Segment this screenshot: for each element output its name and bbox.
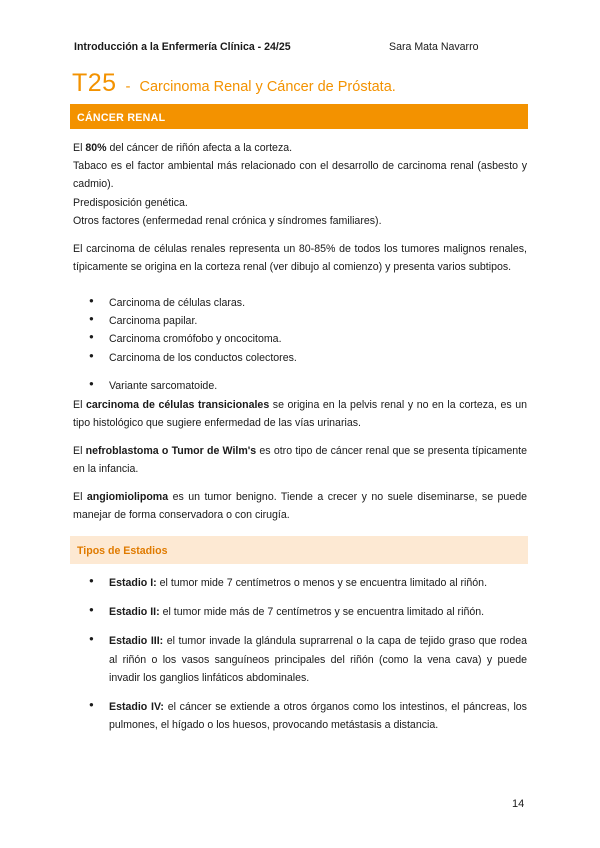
list-item: ● Estadio IV: el cáncer se extiende a otros órganos como los intestinos, el páncreas, los pulmones, el hígado o los huesos, provocando metástasis a distancia. (73, 698, 527, 734)
carcinoma-paragraph: El carcinoma de células renales representa un 80-85% de todos los tumores malignos renales, típicamente se origina en la corteza renal (ver dibujo al comienzo) y presenta varios subtipos. (73, 243, 527, 274)
wilms-paragraph: El nefroblastoma o Tumor de Wilm's es otro tipo de cáncer renal que se presenta típicamente en la infancia. (73, 445, 527, 476)
intro-line: El 80% del cáncer de riñón afecta a la corteza. (73, 142, 293, 154)
section-heading-cancer-renal: CÁNCER RENAL (70, 104, 528, 129)
stages-list (73, 574, 527, 746)
author-name: Sara Mata Navarro (389, 41, 479, 53)
intro-line: Otros factores (enfermedad renal crónica y síndromes familiares). (73, 214, 382, 227)
list-item: ● Carcinoma de células claras. (73, 294, 527, 312)
list-item: ● Variante sarcomatoide. (73, 377, 527, 395)
chapter-dash: - (125, 78, 131, 95)
page-number: 14 (512, 798, 525, 810)
page-header (74, 38, 526, 54)
course-title: Introducción a la Enfermería Clínica - 24/25 (74, 41, 291, 53)
subheading-tipos-de-estadios: Tipos de Estadios (70, 536, 528, 564)
list-item: ● Carcinoma cromófobo y oncocitoma. (73, 330, 527, 348)
list-item: ● Carcinoma papilar. (73, 312, 527, 330)
intro-line: Predisposición genética. (73, 196, 188, 209)
variant-list (73, 377, 527, 395)
intro-paragraph (73, 139, 527, 230)
list-item: ● Estadio II: el tumor mide más de 7 centímetros y se encuentra limitado al riñón. (73, 603, 527, 621)
list-item: ● Carcinoma de los conductos colectores. (73, 349, 527, 367)
list-item: ● Estadio III: el tumor invade la glándula suprarrenal o la capa de tejido graso que rodea al riñón o los vasos sanguíneos principales del riñón (como la vena cava) y puede invadir los ganglios linfáticos abdominales. (73, 632, 527, 687)
angiomyolipoma-paragraph: El angiomiolipoma es un tumor benigno. Tiende a crecer y no suele diseminarse, se puede manejar de forma conservadora o con cirugía. (73, 491, 528, 522)
list-item: ● Estadio I: el tumor mide 7 centímetros o menos y se encuentra limitado al riñón. (73, 574, 527, 592)
intro-line: Tabaco es el factor ambiental más relacionado con el desarrollo de carcinoma renal (asbesto y cadmio). (73, 160, 527, 191)
transitional-paragraph: El carcinoma de células transicionales se origina en la pelvis renal y no en la corteza, es un tipo histológico que sugiere enfermedad de las vías urinarias. (73, 399, 527, 430)
subtype-list (73, 294, 527, 367)
chapter-name: Carcinoma Renal y Cáncer de Próstata. (139, 79, 396, 95)
chapter-code: T25 (72, 69, 117, 97)
chapter-title (72, 62, 396, 105)
